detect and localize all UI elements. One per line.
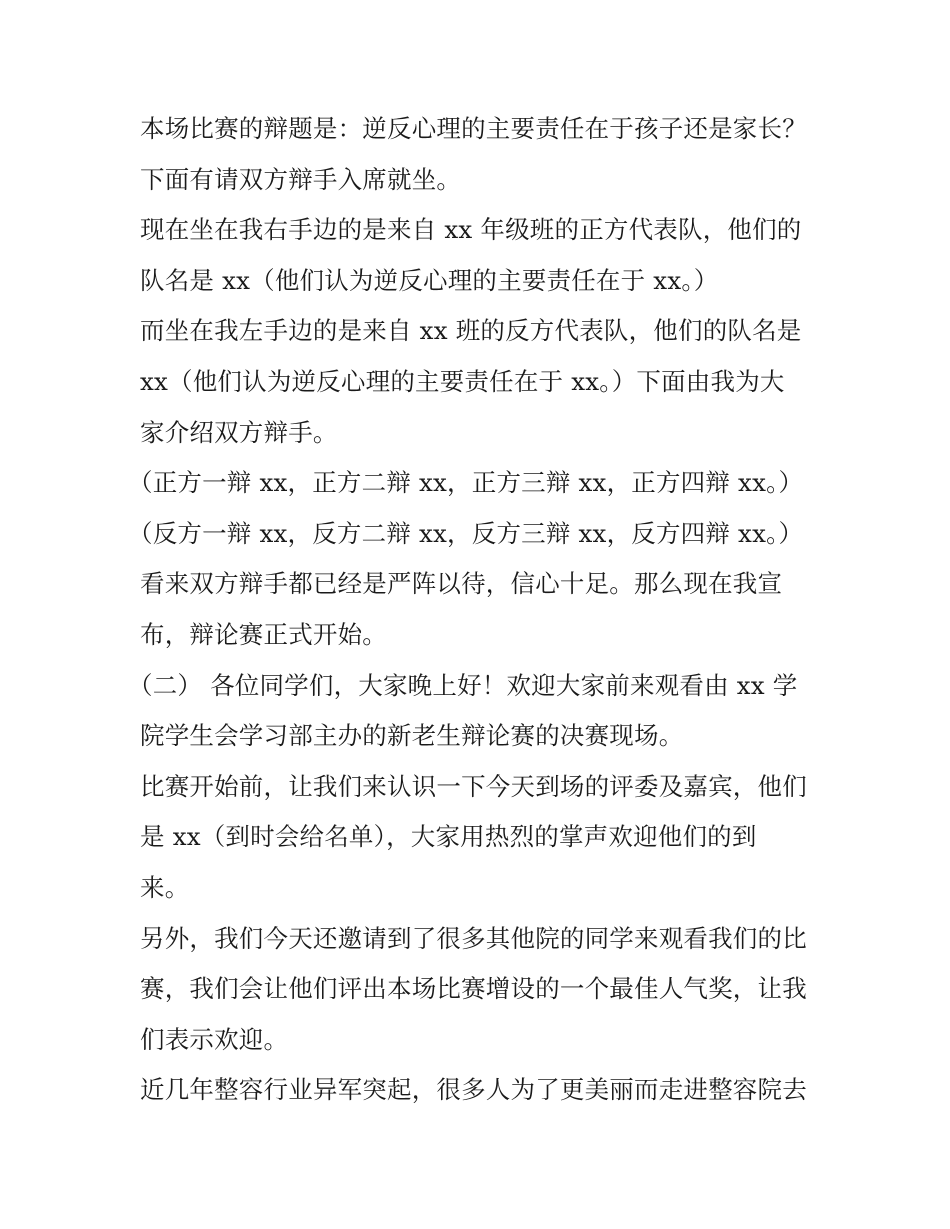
text-line: 下面有请双方辩手入席就坐。 [140, 164, 462, 194]
text-line: 们表示欢迎。 [140, 1024, 289, 1054]
text-line: 本场比赛的辩题是：逆反心理的主要责任在于孩子还是家长？ [140, 114, 807, 143]
text-line: （反方一辩 xx，反方二辩 xx，反方三辩 xx，反方四辩 xx。） [128, 518, 804, 548]
text-line: 另外，我们今天还邀请到了很多其他院的同学来观看我们的比 [140, 923, 807, 953]
text-line: 看来双方辩手都已经是严阵以待，信心十足。那么现在我宣 [140, 569, 783, 599]
text-line: 近几年整容行业异军突起，很多人为了更美丽而走进整容院去 [140, 1075, 807, 1105]
text-line: 布，辩论赛正式开始。 [140, 619, 387, 649]
text-line: 院学生会学习部主办的新老生辩论赛的决赛现场。 [140, 721, 684, 751]
text-line: 赛，我们会让他们评出本场比赛增设的一个最佳人气奖，让我 [140, 974, 807, 1004]
text-line: 比赛开始前，让我们来认识一下今天到场的评委及嘉宾，他们 [140, 771, 807, 801]
text-line: 队名是 xx（他们认为逆反心理的主要责任在于 xx。） [140, 265, 719, 295]
document-body [128, 104, 830, 1116]
text-line: 现在坐在我右手边的是来自 xx 年级班的正方代表队，他们的 [140, 215, 802, 245]
text-line: 是 xx（到时会给名单），大家用热烈的掌声欢迎他们的到 [140, 822, 757, 852]
text-line: 来。 [140, 872, 190, 902]
text-line: （二） 各位同学们，大家晚上好！欢迎大家前来观看由 xx 学 [128, 670, 798, 700]
text-line: 而坐在我左手边的是来自 xx 班的反方代表队，他们的队名是 [140, 316, 802, 346]
text-line: xx（他们认为逆反心理的主要责任在于 xx。）下面由我为大 [140, 366, 785, 396]
text-line: 家介绍双方辩手。 [140, 417, 338, 447]
text-line: （正方一辩 xx，正方二辩 xx，正方三辩 xx，正方四辩 xx。） [128, 468, 804, 498]
